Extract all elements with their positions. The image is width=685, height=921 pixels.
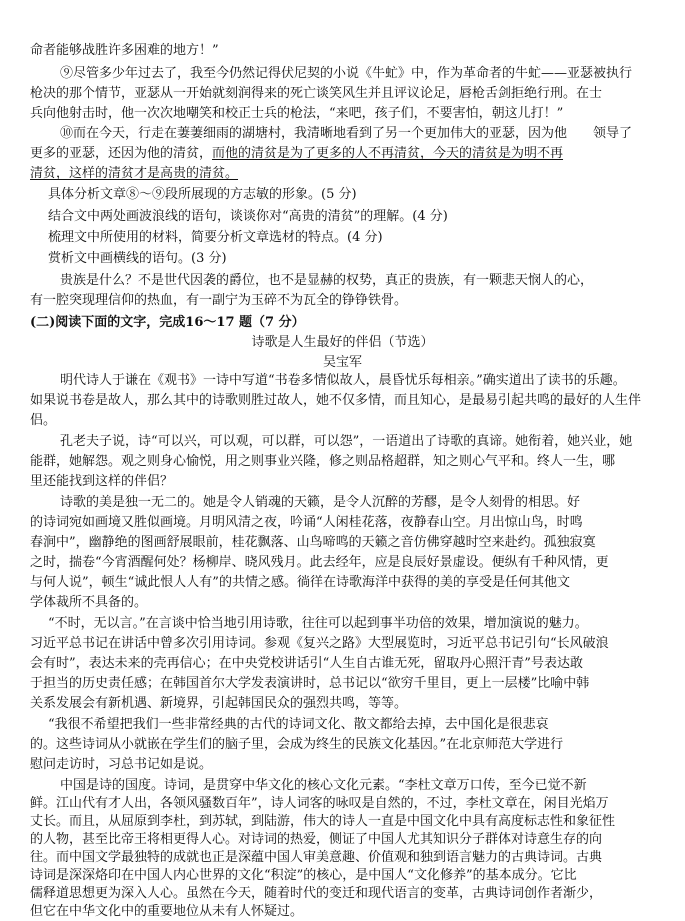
article-p2-line-3: 里还能找到这样的伴侣？ (30, 474, 174, 489)
underlined-sentence: 清贫，这样的清贫才是高贵的清贫。 (30, 166, 239, 181)
noble-paragraph-line-1: 贵族是什么？不是世代因袭的爵位，也不是显赫的权势，真正的贵族，有一颗悲天悯人的心， (60, 273, 594, 288)
article-p4-line-2: 习近平总书记在讲话中曾多次引用诗词。参观《复兴之路》大型展览时，习近平总书记引句“长风破浪 (30, 636, 609, 651)
paragraph-10-line-3 (30, 165, 685, 183)
noble-paragraph-line-2: 有一腔突现理信仰的热血，有一副宁为玉碎不为瓦全的铮铮铁骨。 (30, 293, 408, 308)
paragraph-9-line-3: 兵向他射击时，他一次次地嘲笑和校正士兵的枪法，“来吧，孩子们，不要害怕，朝这儿打！” (30, 106, 564, 121)
article-p1-line-2: 如果说书卷是故人，那么其中的诗歌则胜过故人，她不仅多情，而且知心，是最易引起共鸣的最好的人生伴 (30, 393, 642, 408)
article-title: 诗歌是人生最好的伴侣（节选） (251, 335, 434, 350)
question-item: 梳理文中所使用的材料，简要分析文章选材的特点。(4 分) (48, 230, 383, 245)
article-p3-line-2: 的诗词宛如画境又胜似画境。月明风清之夜，吟诵“人闲桂花落，夜静春山空。月出惊山鸟，时鸣 (30, 515, 583, 530)
paragraph-9-line-1: ⑨尽管多少年过去了，我至今仍然记得伏尼契的小说《牛虻》中，作为革命者的牛虻——亚瑟被执行 (60, 66, 633, 81)
article-p3-line-3: 春涧中”，幽静绝的图画舒展眼前，桂花飘落、山鸟啼鸣的天籁之音仿佛穿越时空来赴约。孤独寂寞 (30, 535, 596, 550)
section-intro: (二)阅读下面的文字，完成16～17 题（7 分） (30, 315, 305, 330)
article-p4-line-4: 于担当的历史责任感；在韩国首尔大学发表演讲时，总书记以“欲穷千里目，更上一层楼”比喻中韩 (30, 676, 590, 691)
article-p6-line-7: 儒释道思想更为深入人心。虽然在今天，随着时代的变迁和现代语言的变革，古典诗词创作者渐少， (30, 886, 603, 901)
article-p5-line-3: 慰问走访时，习总书记如是说。 (30, 757, 213, 772)
question-item: 结合文中两处画波浪线的语句，谈谈你对“高贵的清贫”的理解。(4 分) (48, 209, 448, 224)
question-item: 赏析文中画横线的语句。(3 分) (48, 251, 227, 266)
question-item: 具体分析文章⑧～⑨段所展现的方志敏的形象。(5 分) (48, 187, 357, 202)
article-p5-line-1: “我很不希望把我们一些非常经典的古代的诗词文化、散文都给去掉，去中国化是很悲哀 (48, 717, 549, 732)
article-p3-line-5: 与何人说”，顿生“诚此恨人人有”的共情之感。徜徉在诗歌海洋中获得的美的享受是任何其他文 (30, 575, 570, 590)
article-p6-line-6: 诗词是深深烙印在中国人内心世界的文化“积淀”的核心，是中国人“文化修养”的基本成分。它比 (30, 868, 577, 883)
article-p1-line-1: 明代诗人于谦在《观书》一诗中写道“书卷多情似故人，晨昏忧乐每相亲。”确实道出了读书的乐趣。 (60, 373, 626, 388)
paragraph-10-line-1 (60, 125, 685, 143)
article-author: 吴宝军 (322, 355, 362, 370)
article-p6-line-1: 中国是诗的国度。诗词，是贯穿中华文化的核心文化元素。“李杜文章万口传，至今已觉不新 (60, 778, 587, 793)
article-p6-line-3: 丈长。而且，从屈原到李杜，到苏轼，到陆游，伟大的诗人一直是中国文化中具有高度标志性和象征性 (30, 814, 616, 829)
paragraph-10-text: 更多的亚瑟，还因为他的清贫， (30, 146, 213, 161)
article-p3-line-6: 学体裁所不具备的。 (30, 595, 148, 610)
article-p4-line-5: 关系发展会有新机遇、新境界，引起韩国民众的强烈共鸣，等等。 (30, 696, 408, 711)
article-p4-line-1: “不时，无以言。”在言谈中恰当地引用诗歌，往往可以起到事半功倍的效果，增加演说的魅力。 (48, 616, 588, 631)
article-p6-line-5: 往。而中国文学最独特的成就也正是深蕴中国人审美意趣、价值观和独到语言魅力的古典诗词。古典 (30, 850, 603, 865)
article-p6-line-4: 的人物，甚至比帝王将相更得人心。对诗词的热爱，侧证了中国人尤其知识分子群体对诗意生存的向 (30, 832, 603, 847)
article-p6-line-2: 鲜。江山代有才人出，各领风骚数百年”，诗人词客的咏叹是自然的，不过，李杜文章在，闲目光焰万 (30, 796, 609, 811)
article-p3-line-4: 之时，揣卷“今宵酒醒何处？杨柳岸、晓风残月。此去经年，应是良辰好景虚设。便纵有千种风情，更 (30, 555, 609, 570)
paragraph-10-line-2 (30, 145, 685, 163)
article-p2-line-2: 能群，她解怨。观之则身心愉悦，用之则事业兴隆，修之则品格超群，知之则心气平和。终人一生，哪 (30, 454, 616, 469)
article-p6-line-8: 但它在中华文化中的重要地位从未有人怀疑过。 (30, 904, 304, 919)
article-p1-line-3: 侣。 (30, 413, 57, 428)
paragraph-continuation: 命者能够战胜许多困难的地方！” (30, 43, 219, 58)
paragraph-10-text: ⑩而在今天，行走在萋萋细雨的湖塘村，我清晰地看到了另一个更加伟大的亚瑟，因为他 (60, 126, 568, 141)
article-p5-line-2: 的。这些诗词从小就嵌在学生们的脑子里，会成为终生的民族文化基因。”在北京师范大学进行 (30, 737, 564, 752)
paragraph-9-line-2: 枪决的那个情节，亚瑟从一开始就刻润得来的死亡谈笑风生并且评议论足，唇枪舌剑拒绝行刑。在士 (30, 86, 603, 101)
article-p3-line-1: 诗歌的美是独一无二的。她是令人销魂的天籁，是令人沉醉的芳醪，是令人刻骨的相思。好 (60, 495, 581, 510)
article-p4-line-3: 会有时”，表达未来的壳再信心；在中央党校讲话引“人生自古谁无死，留取丹心照汗青”号表达敢 (30, 656, 583, 671)
article-p2-line-1: 孔老夫子说，诗“可以兴，可以观，可以群，可以怨”，一语道出了诗歌的真谛。她衔着，她兴业，她 (60, 434, 633, 449)
underlined-sentence: 而他的清贫是为了更多的人不再清贫，今天的清贫是为明不再 (212, 146, 564, 161)
paragraph-10-text: 领导了 (593, 126, 633, 141)
